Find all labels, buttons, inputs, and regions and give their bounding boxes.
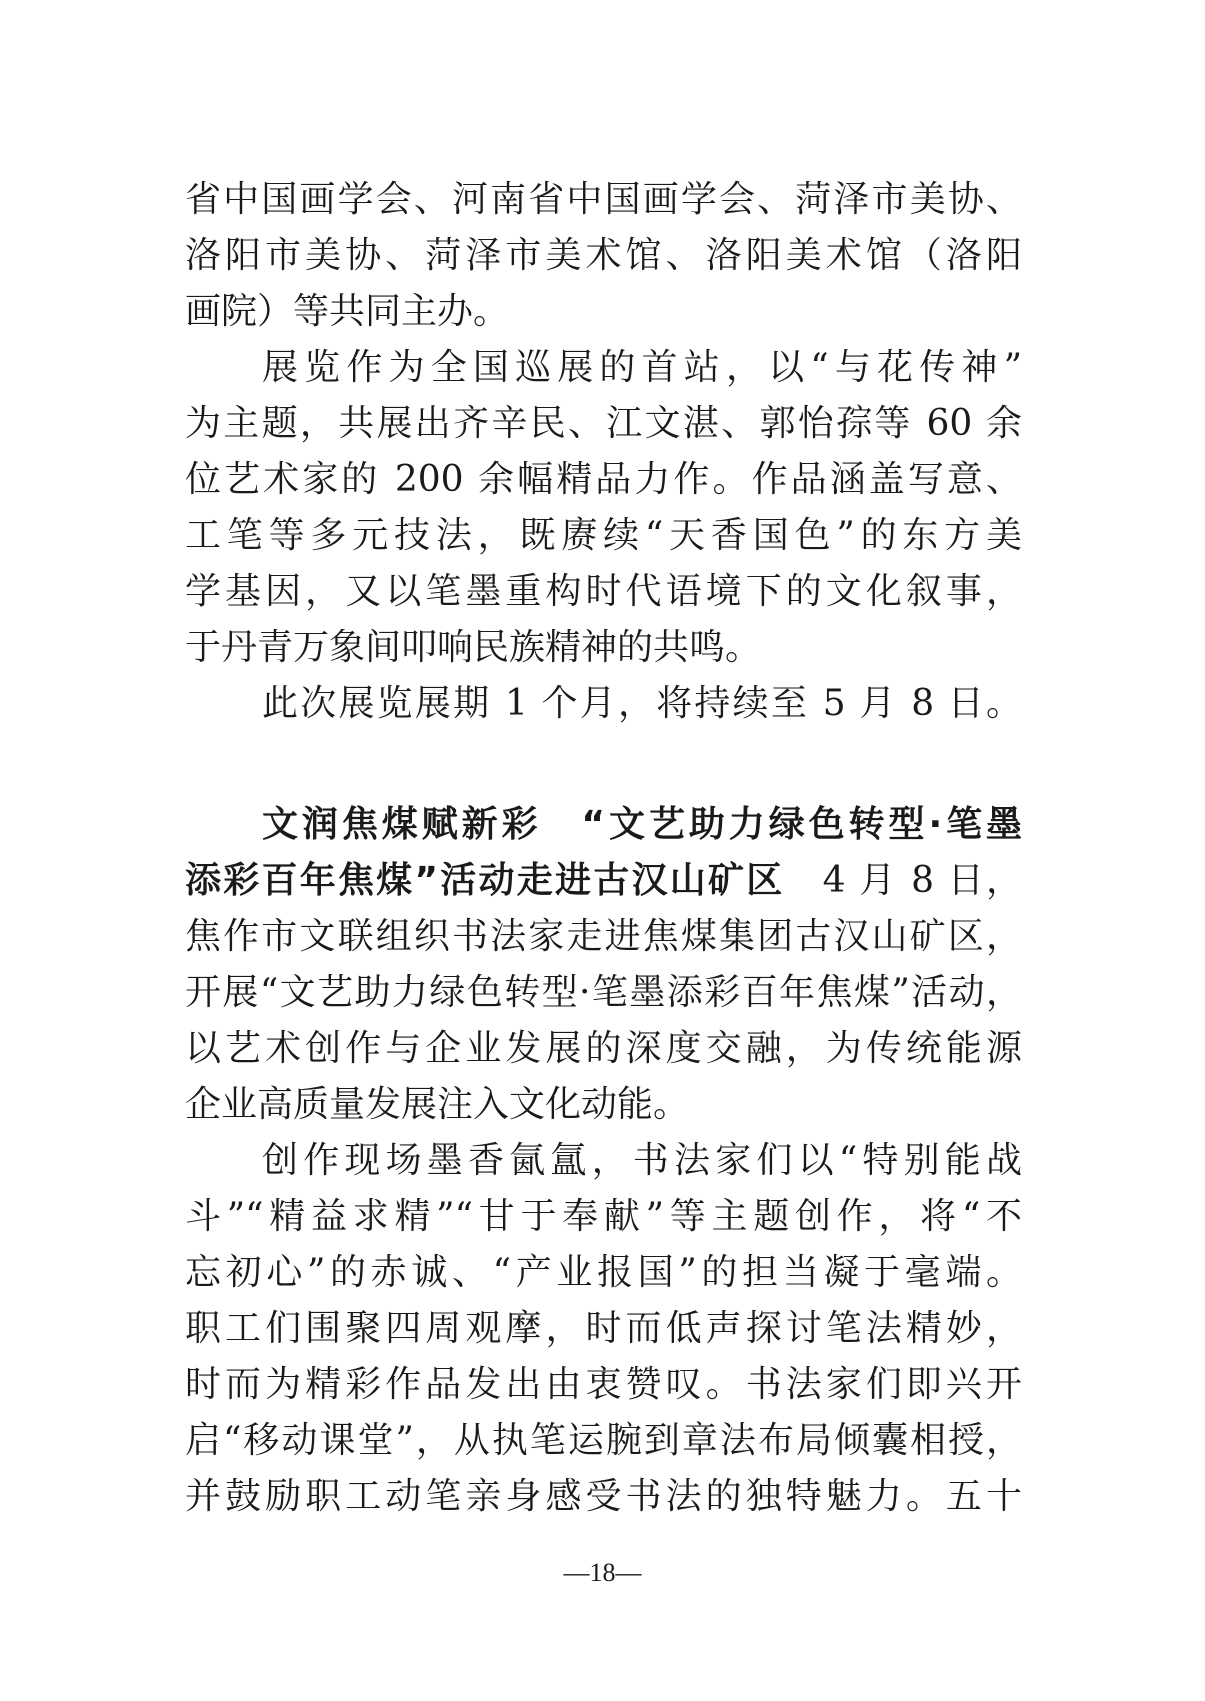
paragraph-4-line-4: 企业高质量发展注入文化动能。 <box>185 1084 690 1125</box>
paragraph-5-line-3: 忘初心”的赤诚、“产业报国”的担当凝于毫端。 <box>185 1252 1022 1293</box>
section-date: 4 月 8 日， <box>784 860 1022 901</box>
paragraph-5-line-4: 职工们围聚四周观摩，时而低声探讨笔法精妙， <box>185 1308 1022 1349</box>
paragraph-5-line-6: 启“移动课堂”，从执笔运腕到章法布局倾囊相授， <box>185 1420 1022 1461</box>
paragraph-4-line-2: 开展“文艺助力绿色转型·笔墨添彩百年焦煤”活动， <box>185 972 1022 1013</box>
paragraph-5-line-1: 创作现场墨香氤氲，书法家们以“特别能战 <box>262 1140 1022 1181</box>
paragraph-3-line-1: 此次展览展期 1 个月，将持续至 5 月 8 日。 <box>262 683 1022 724</box>
paragraph-5-line-7: 并鼓励职工动笔亲身感受书法的独特魅力。五十 <box>185 1476 1022 1517</box>
paragraph-2-line-3: 位艺术家的 200 余幅精品力作。作品涵盖写意、 <box>185 459 1022 500</box>
section-heading-line-1: 文润焦煤赋新彩 “文艺助力绿色转型·笔墨 <box>262 804 1022 845</box>
page-number: —18— <box>563 1558 642 1587</box>
paragraph-1-line-3: 画院）等共同主办。 <box>185 291 510 332</box>
paragraph-2-line-1: 展览作为全国巡展的首站，以“与花传神” <box>262 347 1022 388</box>
paragraph-4-line-1: 焦作市文联组织书法家走进焦煤集团古汉山矿区， <box>185 916 1022 957</box>
paragraph-1-line-2: 洛阳市美协、菏泽市美术馆、洛阳美术馆（洛阳 <box>185 235 1022 276</box>
paragraph-2-line-4: 工笔等多元技法，既赓续“天香国色”的东方美 <box>185 515 1022 556</box>
paragraph-5-line-5: 时而为精彩作品发出由衷赞叹。书法家们即兴开 <box>185 1364 1022 1405</box>
paragraph-2-line-6: 于丹青万象间叩响民族精神的共鸣。 <box>185 627 762 668</box>
paragraph-2-line-2: 为主题，共展出齐辛民、江文湛、郭怡孮等 60 余 <box>185 403 1022 444</box>
paragraph-4-line-3: 以艺术创作与企业发展的深度交融，为传统能源 <box>185 1028 1022 1069</box>
paragraph-1-line-1: 省中国画学会、河南省中国画学会、菏泽市美协、 <box>185 179 1022 220</box>
section-heading-text: 添彩百年焦煤”活动走进古汉山矿区 <box>185 860 785 901</box>
section-heading-line-2 <box>185 859 1022 903</box>
paragraph-2-line-5: 学基因，又以笔墨重构时代语境下的文化叙事， <box>185 571 1022 612</box>
paragraph-5-line-2: 斗”“精益求精”“甘于奉献”等主题创作，将“不 <box>185 1196 1022 1237</box>
